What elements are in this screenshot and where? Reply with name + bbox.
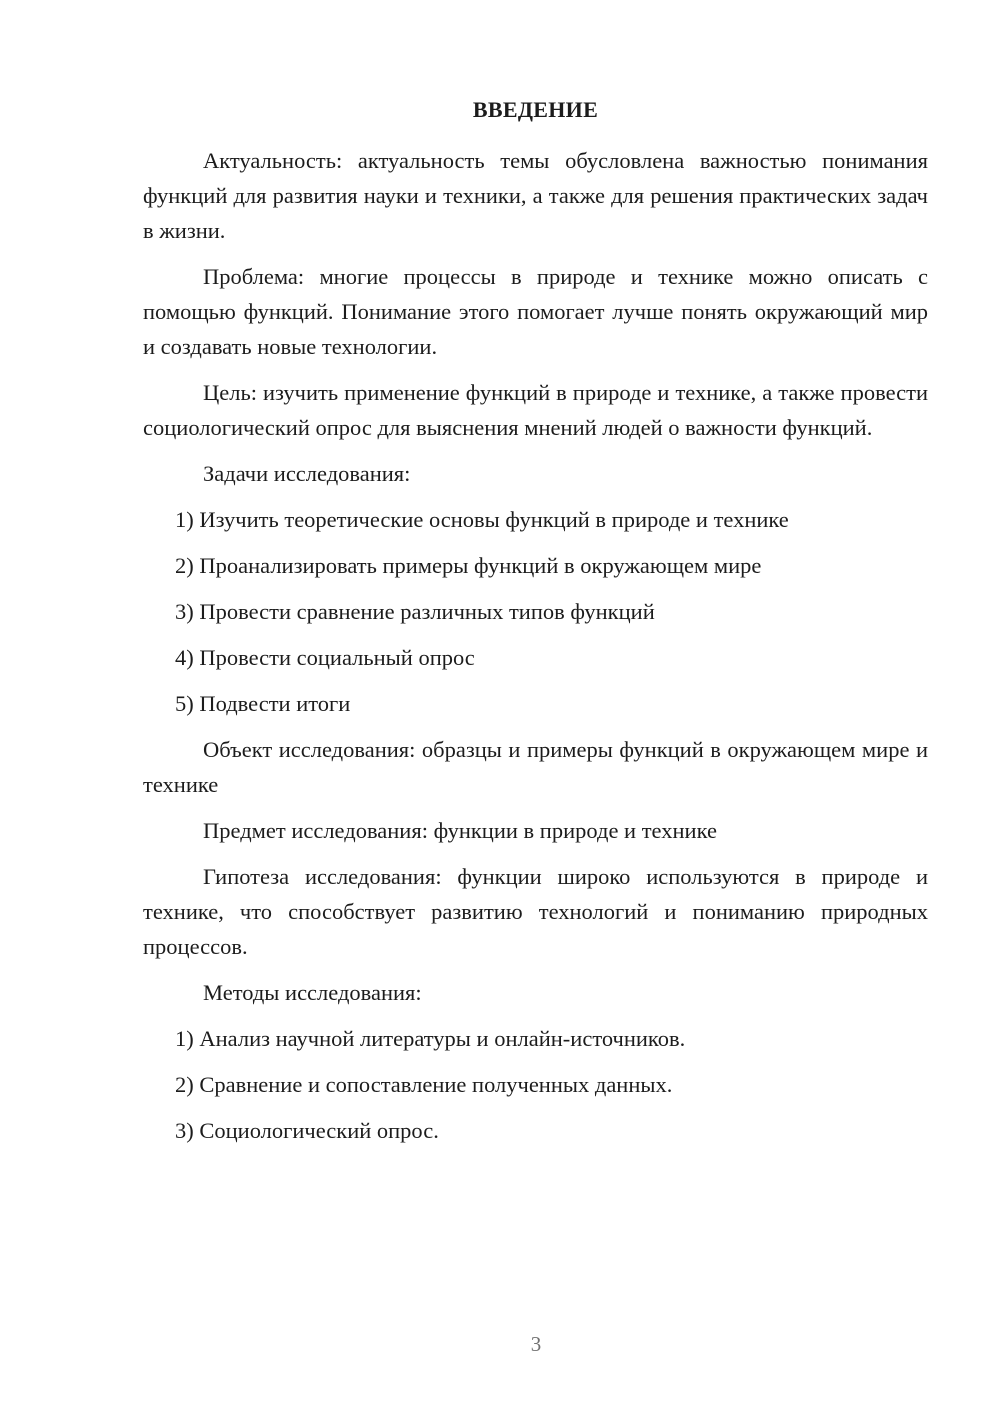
method-item: 2) Сравнение и сопоставление полученных данных. [175, 1072, 673, 1097]
page-number: 3 [530, 1332, 542, 1356]
goal-paragraph: Цель: изучить применение функций в природе и технике, а также провести социологический опрос для выяснения мнений людей о важности функций. [143, 380, 928, 440]
section-title: ВВЕДЕНИЕ [472, 97, 599, 122]
hypothesis-paragraph: Гипотеза исследования: функции широко используются в природе и технике, что способствует развитию технологий и пониманию природных процессов. [143, 864, 928, 959]
page-content [143, 92, 928, 1159]
method-item: 3) Социологический опрос. [175, 1118, 439, 1143]
task-item: 5) Подвести итоги [175, 691, 351, 716]
task-item: 2) Проанализировать примеры функций в окружающем мире [175, 553, 762, 578]
task-item: 3) Провести сравнение различных типов функций [175, 599, 655, 624]
subject-paragraph: Предмет исследования: функции в природе и технике [203, 818, 717, 843]
method-item: 1) Анализ научной литературы и онлайн-источников. [175, 1026, 686, 1051]
task-item: 1) Изучить теоретические основы функций в природе и технике [175, 507, 789, 532]
object-paragraph: Объект исследования: образцы и примеры функций в окружающем мире и технике [143, 737, 928, 797]
relevance-paragraph: Актуальность: актуальность темы обусловлена важностью понимания функций для развития науки и техники, а также для решения практических задач в жизни. [143, 148, 928, 243]
methods-heading: Методы исследования: [203, 980, 422, 1005]
task-item: 4) Провести социальный опрос [175, 645, 475, 670]
tasks-heading: Задачи исследования: [203, 461, 411, 486]
problem-paragraph: Проблема: многие процессы в природе и технике можно описать с помощью функций. Понимание этого помогает лучше понять окружающий мир и создавать новые технологии. [143, 264, 928, 359]
